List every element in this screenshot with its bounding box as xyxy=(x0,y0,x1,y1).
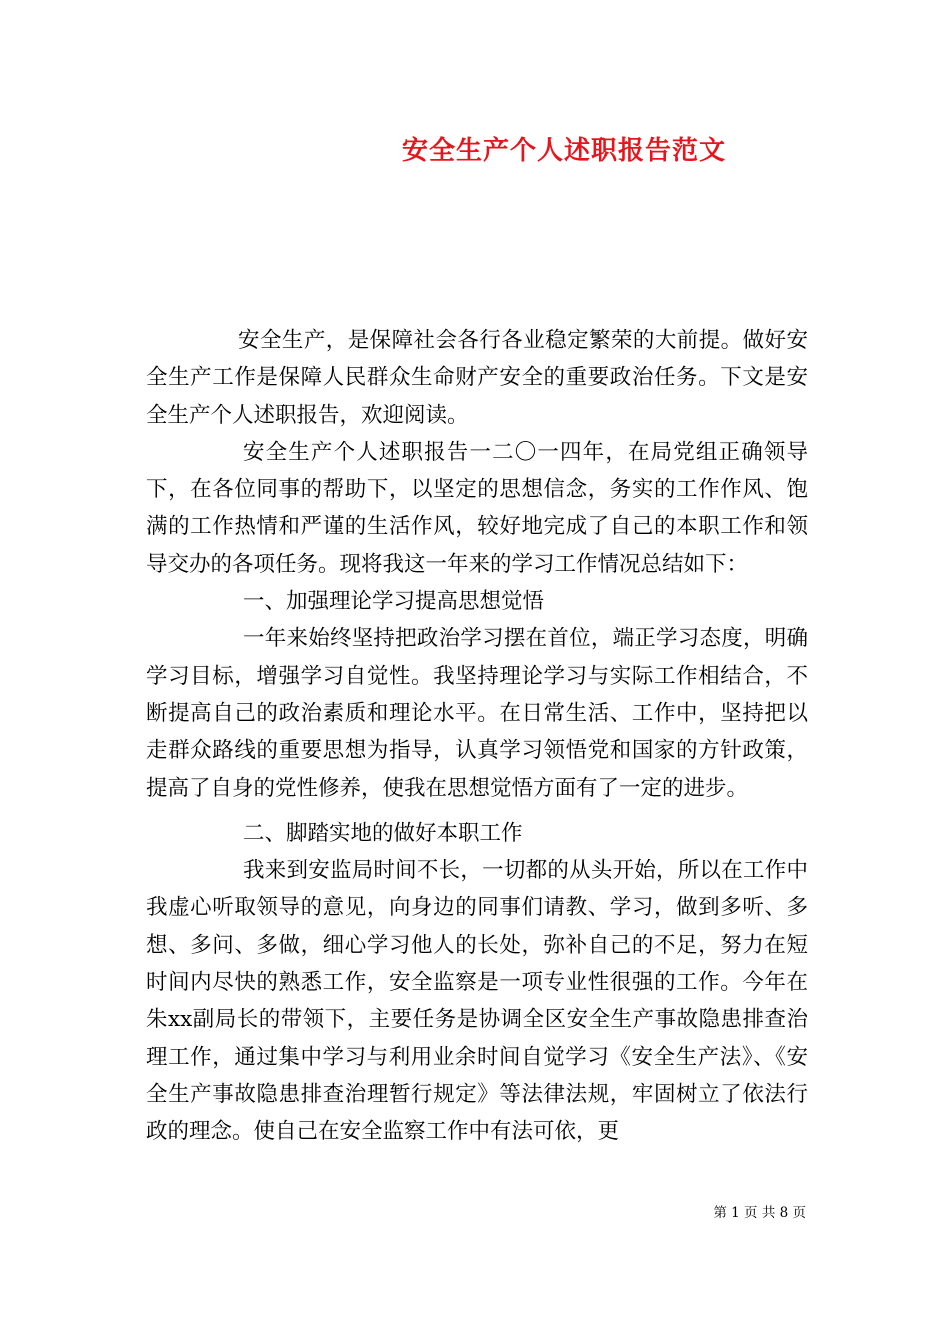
intro-paragraph: 安全生产，是保障社会各行各业稳定繁荣的大前提。做好安全生产工作是保障人民群众生命财产安全的重要政治任务。下文是安全生产个人述职报告，欢迎阅读。 xyxy=(146,328,808,428)
section-heading-1: 一、加强理论学习提高思想觉悟 xyxy=(243,589,545,615)
opening-paragraph: 安全生产个人述职报告一二〇一四年，在局党组正确领导下，在各位同事的帮助下，以坚定的思想信念，务实的工作作风、饱满的工作热情和严谨的生活作风，较好地完成了自己的本职工作和领导交办的各项任务。现将我这一年来的学习工作情况总结如下： xyxy=(146,439,808,577)
document-body xyxy=(146,322,808,1151)
section-heading-2: 二、脚踏实地的做好本职工作 xyxy=(243,820,523,846)
section-2-paragraph: 我来到安监局时间不长，一切都的从头开始，所以在工作中我虚心听取领导的意见，向身边的同事们请教、学习，做到多听、多想、多问、多做，细心学习他人的长处，弥补自己的不足，努力在短时间内尽快的熟悉工作，安全监察是一项专业性很强的工作。今年在朱xx副局长的带领下，主要任务是协调全区安全生产事故隐患排查治理工作，通过集中学习与利用业余时间自觉学习《安全生产法》、《安全生产事故隐患排查治理暂行规定》等法律法规，牢固树立了依法行政的理念。使自己在安全监察工作中有法可依，更 xyxy=(146,858,808,1145)
document-title: 安全生产个人述职报告范文 xyxy=(401,136,726,166)
page-number-footer: 第 1 页 共 8 页 xyxy=(713,1205,806,1221)
section-1-paragraph: 一年来始终坚持把政治学习摆在首位，端正学习态度，明确学习目标，增强学习自觉性。我坚持理论学习与实际工作相结合，不断提高自己的政治素质和理论水平。在日常生活、工作中，坚持把以走群众路线的重要思想为指导，认真学习领悟党和国家的方针政策，提高了自身的党性修养，使我在思想觉悟方面有了一定的进步。 xyxy=(146,626,808,801)
